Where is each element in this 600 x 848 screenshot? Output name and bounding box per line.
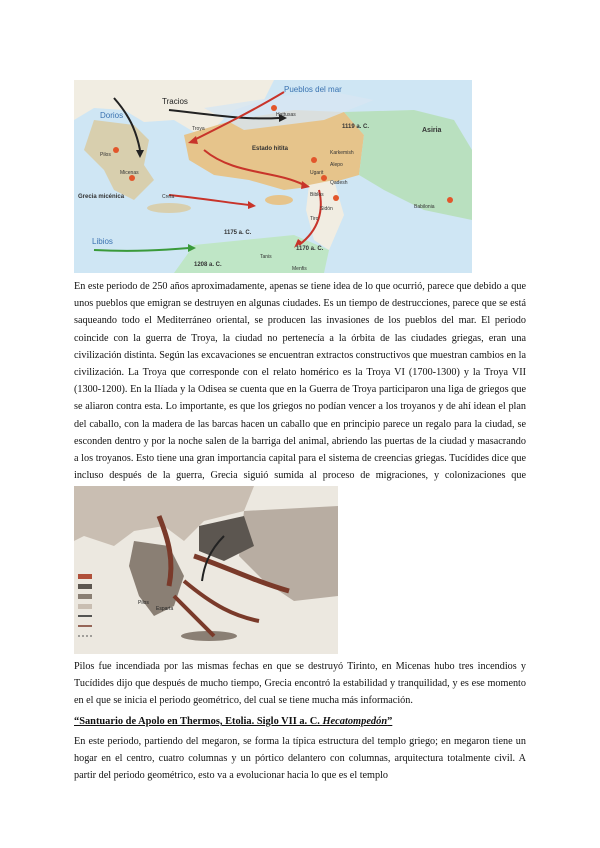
label-karkemish: Karkemish	[330, 150, 354, 156]
map2-legend-swatch	[78, 574, 92, 579]
label-tanis: Tanis	[260, 254, 272, 260]
label-libios: Libios	[92, 237, 113, 246]
label-biblos: Biblos	[310, 192, 324, 198]
fire-icon	[113, 147, 119, 153]
map2-label-pilos: Pilos	[138, 600, 149, 606]
map2-legend-swatch	[78, 604, 92, 609]
greek-migrations-map	[74, 486, 338, 654]
section-heading-thermos	[74, 716, 526, 727]
label-babilonia: Babilonia	[414, 204, 435, 210]
label-troya: Troya	[192, 126, 205, 132]
label-tracios: Tracios	[162, 97, 188, 106]
label-tiro: Tiro	[310, 216, 319, 222]
paragraph-collapse-period: En este periodo de 250 años aproximadamente, apenas se tiene idea de lo que ocurrió, parece que debido a que unos pueblos que emigran se destruyen en algunas ciudades. Es un tiempo de destrucciones, parece que se está saqueando todo el Mediterráneo oriental, se producen las invasiones de los pueblos del mar. El periodo coincide con la guerra de Troya, la ciudad no pertenecía a la órbita de las ciudades griegas, eran una civilización distinta. Según las excavaciones se encuentran extractos constructivos que muestran cambios en la civilización. La Troya que corresponde con el relato homérico es la Troya VI (1700-1300) y la Troya VII (1300-1200). En la Ilíada y la Odisea se cuenta que en la Guerra de Troya participaron una liga de griegos que se aliaron contra esta. Lo importante, es que los griegos no podían vencer a los troyanos y de ahí idean el plan del caballo, con la madera de las barcas hacen un caballo que en principio parece un regalo para la ciudad, se esconden dentro y por la noche salen de la barriga del animal, abriendo las puertas de la ciudad y masacrando a los troyanos. Esto tiene una gran importancia capital para el sistema de creencias griegas. Tucídides dice que incluso después de la guerra, Grecia siguió sumida al proceso de migraciones, y colonizaciones que	[74, 281, 526, 482]
map2-label-esparta: Esparta	[156, 606, 174, 612]
bronze-age-collapse-map	[74, 80, 472, 273]
heading-main: “Santuario de Apolo en Thermos, Etolia. Siglo VII a. C.	[74, 716, 323, 727]
label-menfis: Menfis	[292, 266, 307, 272]
label-date-1208: 1208 a. C.	[194, 262, 222, 268]
label-date-1175: 1175 a. C.	[224, 230, 252, 236]
label-ugarit: Ugarit	[310, 170, 324, 176]
label-estado-hitita: Estado hitita	[252, 146, 289, 152]
paragraph-pilos: Pilos fue incendiada por las mismas fechas en que se destruyó Tirinto, en Micenas hubo tres incendios y Tucídides dijo que después de mucho tiempo, Grecia encontró la estabilidad y tranquilidad, y es ese momento en el que se inicia el periodo geométrico, del cual se tiene mucha más información.	[74, 661, 526, 707]
label-date-1170: 1170 a. C.	[296, 246, 324, 252]
label-alepo: Alepo	[330, 162, 343, 168]
map-island-cyprus	[265, 195, 293, 205]
map2-legend-swatch	[78, 584, 92, 589]
heading-close: ”	[387, 716, 393, 727]
map-island-crete	[147, 203, 191, 213]
label-sidon: Sidón	[320, 206, 333, 212]
paragraph-megaron: En este periodo, partiendo del megaron, se forma la típica estructura del templo griego; en megaron tiene un hogar en el centro, cuatro columnas y un pórtico delantero con columnas, arquitectura totalmente civil. A partir del periodo geométrico, esto va a evolucionar hacia lo que es el templo	[74, 736, 526, 782]
label-asiria: Asiria	[422, 127, 442, 134]
map2-legend-swatch	[78, 594, 92, 599]
label-qadesh: Qadesh	[330, 180, 348, 186]
fire-icon	[271, 105, 277, 111]
label-date-1119: 1119 a. C.	[342, 124, 370, 130]
label-micenas: Micenas	[120, 170, 139, 176]
fire-icon	[333, 195, 339, 201]
label-grecia-micenica: Grecia micénica	[78, 194, 125, 200]
label-pilos: Pilos	[100, 152, 111, 158]
fire-icon	[447, 197, 453, 203]
heading-italic: Hecatompedón	[322, 716, 388, 727]
label-dorios: Dorios	[100, 111, 124, 120]
label-creta: Creta	[162, 194, 175, 200]
label-pueblos-del-mar: Pueblos del mar	[284, 85, 342, 94]
fire-icon	[311, 157, 317, 163]
label-hattusas: Hattusas	[276, 112, 296, 118]
